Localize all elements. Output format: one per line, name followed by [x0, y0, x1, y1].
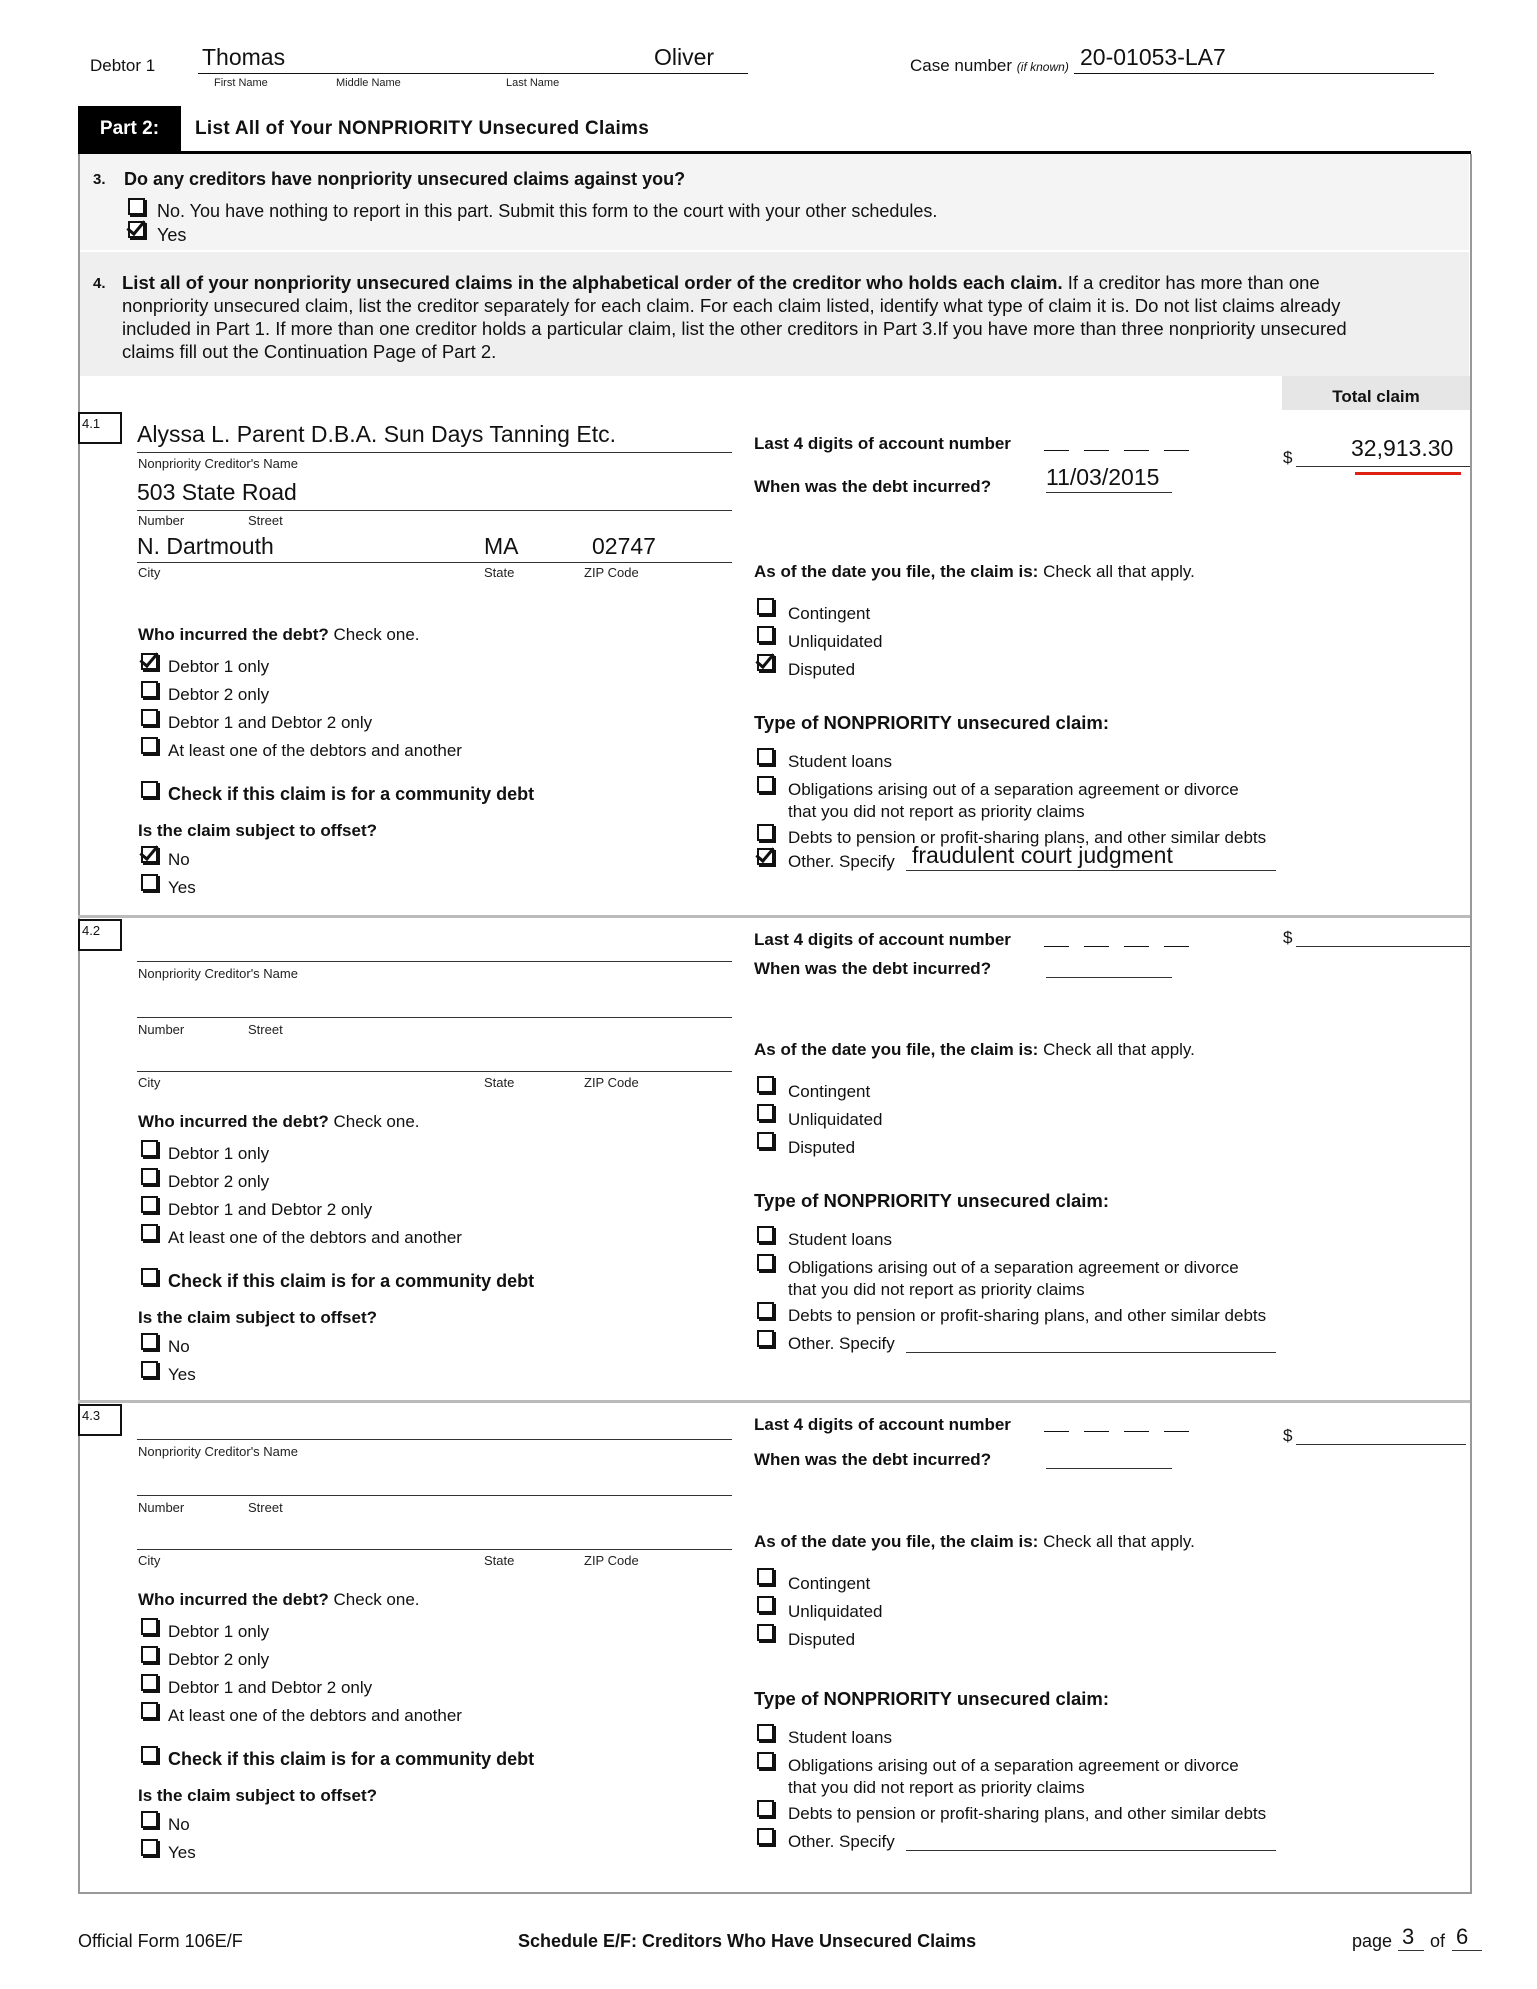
disputed-label: Disputed	[788, 1630, 856, 1649]
other-checkbox[interactable]	[757, 1330, 774, 1347]
city-caption: City	[138, 1553, 161, 1568]
offset-question: Is the claim subject to offset?	[138, 821, 377, 840]
date-line	[1046, 977, 1172, 978]
case-number-label: Case number (if known)	[910, 56, 1069, 75]
disputed-checkbox[interactable]	[757, 1624, 774, 1641]
q3-number: 3.	[93, 171, 106, 188]
obligations-checkbox[interactable]	[757, 1752, 774, 1769]
middle-name-caption: Middle Name	[336, 77, 401, 89]
at-least-one-label: At least one of the debtors and another	[168, 741, 462, 760]
student-loans-label: Student loans	[788, 1230, 892, 1249]
q3-question: Do any creditors have nonpriority unsecured claims against you?	[124, 169, 686, 189]
disputed-label: Disputed	[788, 1138, 856, 1157]
disputed-label: Disputed	[788, 660, 856, 679]
other-specify-value[interactable]: fraudulent court judgment	[912, 842, 1173, 868]
first-name-caption: First Name	[214, 77, 268, 89]
city-line	[137, 1549, 732, 1550]
pension-label: Debts to pension or profit-sharing plans, and other similar debts	[788, 828, 1267, 847]
claim-id-box: 4.3	[78, 1404, 122, 1436]
last4-label: Last 4 digits of account number	[754, 434, 1011, 453]
street-line	[137, 1495, 732, 1496]
offset-question: Is the claim subject to offset?	[138, 1786, 377, 1805]
creditor-name-caption: Nonpriority Creditor's Name	[138, 966, 298, 981]
offset-question: Is the claim subject to offset?	[138, 1308, 377, 1327]
at-least-one-checkbox[interactable]	[141, 1702, 158, 1719]
debtor2-only-checkbox[interactable]	[141, 681, 158, 698]
city-caption: City	[138, 1075, 161, 1090]
last4-digit-2[interactable]	[1084, 946, 1109, 947]
debtor2-only-checkbox[interactable]	[141, 1646, 158, 1663]
community-debt-label: Check if this claim is for a community debt	[168, 784, 535, 804]
at-least-one-checkbox[interactable]	[141, 737, 158, 754]
offset-no-label: No	[168, 1337, 190, 1356]
unliquidated-label: Unliquidated	[788, 632, 883, 651]
last4-digit-2[interactable]	[1084, 450, 1109, 451]
offset-yes-checkbox[interactable]	[141, 874, 158, 891]
community-debt-label: Check if this claim is for a community debt	[168, 1749, 535, 1769]
as-of-date-label: As of the date you file, the claim is: Check all that apply.	[754, 562, 1195, 581]
debtor-first-name[interactable]: Thomas	[202, 44, 286, 70]
last-name-caption: Last Name	[506, 77, 560, 89]
q4-line2: nonpriority unsecured claim, list the creditor separately for each claim. For each claim listed, identify what type of claim it is. Do not list claims already	[122, 295, 1341, 316]
red-mark	[1355, 472, 1461, 475]
claim-separator	[78, 915, 1470, 918]
last4-digit-4[interactable]	[1164, 1431, 1189, 1432]
footer-form-name: Official Form 106E/F	[78, 1931, 243, 1951]
disputed-checkbox[interactable]	[757, 1132, 774, 1149]
other-checkbox[interactable]	[757, 848, 774, 865]
offset-no-label: No	[168, 1815, 190, 1834]
q4-number: 4.	[93, 275, 106, 292]
last4-label: Last 4 digits of account number	[754, 1415, 1011, 1434]
student-loans-label: Student loans	[788, 1728, 892, 1747]
creditor-city[interactable]: N. Dartmouth	[137, 533, 274, 559]
creditor-name-line	[137, 1439, 732, 1440]
part-title: List All of Your NONPRIORITY Unsecured Claims	[195, 118, 650, 139]
debtor2-only-checkbox[interactable]	[141, 1168, 158, 1185]
when-incurred-label: When was the debt incurred?	[754, 477, 992, 496]
obligations-label-1: Obligations arising out of a separation agreement or divorce	[788, 780, 1239, 799]
number-caption: Number	[138, 513, 185, 528]
form-right-border	[1470, 154, 1472, 1894]
last4-digit-1[interactable]	[1044, 450, 1069, 451]
debtor1-only-label: Debtor 1 only	[168, 1144, 270, 1163]
debtor1-and-2-checkbox[interactable]	[141, 1196, 158, 1213]
state-caption: State	[484, 1553, 515, 1568]
last4-label: Last 4 digits of account number	[754, 930, 1011, 949]
debtor-label: Debtor 1	[90, 56, 156, 75]
last4-digit-3[interactable]	[1124, 1431, 1149, 1432]
number-caption: Number	[138, 1500, 185, 1515]
debtor1-and-2-label: Debtor 1 and Debtor 2 only	[168, 713, 373, 732]
dollar-sign: $	[1283, 448, 1293, 467]
page-number-line	[1398, 1950, 1424, 1951]
dollar-sign: $	[1283, 1426, 1293, 1445]
dollar-sign: $	[1283, 928, 1293, 947]
debtor1-and-2-checkbox[interactable]	[141, 709, 158, 726]
other-label: Other. Specify	[788, 1334, 895, 1353]
creditor-name[interactable]: Alyssa L. Parent D.B.A. Sun Days Tanning Etc.	[137, 421, 616, 447]
last4-digit-2[interactable]	[1084, 1431, 1109, 1432]
city-caption: City	[138, 565, 161, 580]
city-line	[137, 562, 732, 563]
offset-yes-checkbox[interactable]	[141, 1361, 158, 1378]
last4-digit-3[interactable]	[1124, 450, 1149, 451]
debtor1-only-checkbox[interactable]	[141, 1618, 158, 1635]
zip-caption: ZIP Code	[584, 565, 639, 580]
at-least-one-label: At least one of the debtors and another	[168, 1706, 462, 1725]
q4-line3: included in Part 1. If more than one creditor holds a particular claim, list the other creditors in Part 3.If you have more than three nonpriority unsecured	[122, 318, 1347, 339]
q3-yes-label: Yes	[157, 225, 187, 245]
unliquidated-checkbox[interactable]	[757, 1104, 774, 1121]
type-heading: Type of NONPRIORITY unsecured claim:	[754, 1190, 1109, 1211]
total-line	[1296, 466, 1470, 467]
unliquidated-checkbox[interactable]	[757, 1596, 774, 1613]
debtor2-only-label: Debtor 2 only	[168, 1172, 270, 1191]
community-debt-checkbox[interactable]	[141, 781, 158, 798]
street-line	[137, 1017, 732, 1018]
footer-of-word: of	[1430, 1931, 1446, 1951]
total-line	[1296, 1444, 1466, 1445]
offset-yes-checkbox[interactable]	[141, 1839, 158, 1856]
obligations-label-2: that you did not report as priority claims	[788, 802, 1085, 821]
total-claim-amount[interactable]: 32,913.30	[1351, 435, 1454, 461]
debtor1-and-2-label: Debtor 1 and Debtor 2 only	[168, 1678, 373, 1697]
part-tag: Part 2:	[78, 106, 181, 152]
at-least-one-label: At least one of the debtors and another	[168, 1228, 462, 1247]
community-debt-checkbox[interactable]	[141, 1746, 158, 1763]
q4-line1: List all of your nonpriority unsecured claims in the alphabetical order of the creditor who holds each claim. If a creditor has more than one	[122, 272, 1320, 293]
creditor-state[interactable]: MA	[484, 533, 519, 559]
case-number-value[interactable]: 20-01053-LA7	[1080, 44, 1226, 70]
debtor1-and-2-checkbox[interactable]	[141, 1674, 158, 1691]
case-number-line	[1074, 73, 1434, 74]
other-label: Other. Specify	[788, 1832, 895, 1851]
debtor-name-line	[198, 73, 748, 74]
community-debt-checkbox[interactable]	[141, 1268, 158, 1285]
type-heading: Type of NONPRIORITY unsecured claim:	[754, 1688, 1109, 1709]
debtor1-only-checkbox[interactable]	[141, 1140, 158, 1157]
unliquidated-label: Unliquidated	[788, 1602, 883, 1621]
last4-digit-3[interactable]	[1124, 946, 1149, 947]
pension-checkbox[interactable]	[757, 1800, 774, 1817]
debtor1-only-label: Debtor 1 only	[168, 1622, 270, 1641]
who-incurred-question: Who incurred the debt? Check one.	[138, 625, 420, 644]
unliquidated-label: Unliquidated	[788, 1110, 883, 1129]
at-least-one-checkbox[interactable]	[141, 1224, 158, 1241]
other-specify-line	[906, 1850, 1276, 1851]
last4-digit-1[interactable]	[1044, 1431, 1069, 1432]
obligations-label-1: Obligations arising out of a separation agreement or divorce	[788, 1258, 1239, 1277]
contingent-checkbox[interactable]	[757, 598, 774, 615]
q3-yes-checkbox[interactable]	[128, 221, 145, 238]
pension-checkbox[interactable]	[757, 1302, 774, 1319]
who-incurred-question: Who incurred the debt? Check one.	[138, 1112, 420, 1131]
number-caption: Number	[138, 1022, 185, 1037]
claim-id-box: 4.1	[78, 412, 122, 444]
footer-page-total[interactable]: 6	[1456, 1924, 1469, 1949]
pension-label: Debts to pension or profit-sharing plans, and other similar debts	[788, 1804, 1267, 1823]
street-caption: Street	[248, 1022, 283, 1037]
who-incurred-question: Who incurred the debt? Check one.	[138, 1590, 420, 1609]
contingent-label: Contingent	[788, 1082, 871, 1101]
student-loans-checkbox[interactable]	[757, 748, 774, 765]
creditor-name-caption: Nonpriority Creditor's Name	[138, 456, 298, 471]
unliquidated-checkbox[interactable]	[757, 626, 774, 643]
street-line	[137, 510, 732, 511]
street-caption: Street	[248, 513, 283, 528]
debtor1-only-label: Debtor 1 only	[168, 657, 270, 676]
student-loans-checkbox[interactable]	[757, 1226, 774, 1243]
other-checkbox[interactable]	[757, 1828, 774, 1845]
date-line	[1046, 492, 1172, 493]
q4-line4: claims fill out the Continuation Page of Part 2.	[122, 341, 497, 362]
offset-yes-label: Yes	[168, 1843, 196, 1862]
type-heading: Type of NONPRIORITY unsecured claim:	[754, 712, 1109, 733]
zip-caption: ZIP Code	[584, 1553, 639, 1568]
student-loans-label: Student loans	[788, 752, 892, 771]
last4-digit-1[interactable]	[1044, 946, 1069, 947]
obligations-label-2: that you did not report as priority claims	[788, 1778, 1085, 1797]
q3-no-checkbox[interactable]	[128, 198, 145, 215]
student-loans-checkbox[interactable]	[757, 1724, 774, 1741]
claim-id-box: 4.2	[78, 919, 122, 951]
creditor-street[interactable]: 503 State Road	[137, 479, 297, 505]
last4-digit-4[interactable]	[1164, 946, 1189, 947]
obligations-checkbox[interactable]	[757, 1254, 774, 1271]
debtor1-and-2-label: Debtor 1 and Debtor 2 only	[168, 1200, 373, 1219]
creditor-name-caption: Nonpriority Creditor's Name	[138, 1444, 298, 1459]
community-debt-label: Check if this claim is for a community debt	[168, 1271, 535, 1291]
last4-digit-4[interactable]	[1164, 450, 1189, 451]
when-incurred-label: When was the debt incurred?	[754, 1450, 992, 1469]
as-of-date-label: As of the date you file, the claim is: Check all that apply.	[754, 1040, 1195, 1059]
state-caption: State	[484, 1075, 515, 1090]
when-incurred-label: When was the debt incurred?	[754, 959, 992, 978]
other-specify-line	[906, 1352, 1276, 1353]
page-total-line	[1452, 1950, 1482, 1951]
q3-no-label: No. You have nothing to report in this part. Submit this form to the court with your other schedules.	[157, 201, 938, 221]
obligations-label-2: that you did not report as priority claims	[788, 1280, 1085, 1299]
offset-no-checkbox[interactable]	[141, 1811, 158, 1828]
zip-caption: ZIP Code	[584, 1075, 639, 1090]
debtor-last-name[interactable]: Oliver	[654, 44, 715, 70]
debtor1-only-checkbox[interactable]	[141, 653, 158, 670]
debtor2-only-label: Debtor 2 only	[168, 685, 270, 704]
as-of-date-label: As of the date you file, the claim is: Check all that apply.	[754, 1532, 1195, 1551]
pension-checkbox[interactable]	[757, 824, 774, 841]
obligations-checkbox[interactable]	[757, 776, 774, 793]
creditor-zip[interactable]: 02747	[592, 533, 656, 559]
offset-yes-label: Yes	[168, 1365, 196, 1384]
offset-no-checkbox[interactable]	[141, 1333, 158, 1350]
footer-schedule-title: Schedule E/F: Creditors Who Have Unsecured Claims	[518, 1931, 977, 1951]
footer-page-number[interactable]: 3	[1402, 1924, 1415, 1949]
contingent-checkbox[interactable]	[757, 1076, 774, 1093]
debtor2-only-label: Debtor 2 only	[168, 1650, 270, 1669]
total-claim-header: Total claim	[1282, 376, 1470, 410]
total-line	[1296, 946, 1470, 947]
claim-separator	[78, 1400, 1470, 1403]
date-line	[1046, 1468, 1172, 1469]
street-caption: Street	[248, 1500, 283, 1515]
date-incurred[interactable]: 11/03/2015	[1046, 464, 1160, 490]
other-label: Other. Specify	[788, 852, 895, 871]
state-caption: State	[484, 565, 515, 580]
offset-no-checkbox[interactable]	[141, 846, 158, 863]
contingent-label: Contingent	[788, 1574, 871, 1593]
obligations-label-1: Obligations arising out of a separation agreement or divorce	[788, 1756, 1239, 1775]
other-specify-line	[906, 870, 1276, 871]
offset-no-label: No	[168, 850, 190, 869]
contingent-checkbox[interactable]	[757, 1568, 774, 1585]
form-bottom-border	[78, 1892, 1471, 1894]
creditor-name-line	[137, 961, 732, 962]
contingent-label: Contingent	[788, 604, 871, 623]
offset-yes-label: Yes	[168, 878, 196, 897]
pension-label: Debts to pension or profit-sharing plans, and other similar debts	[788, 1306, 1267, 1325]
city-line	[137, 1071, 732, 1072]
creditor-name-line	[137, 452, 732, 453]
disputed-checkbox[interactable]	[757, 654, 774, 671]
footer-page-word: page	[1352, 1931, 1393, 1951]
